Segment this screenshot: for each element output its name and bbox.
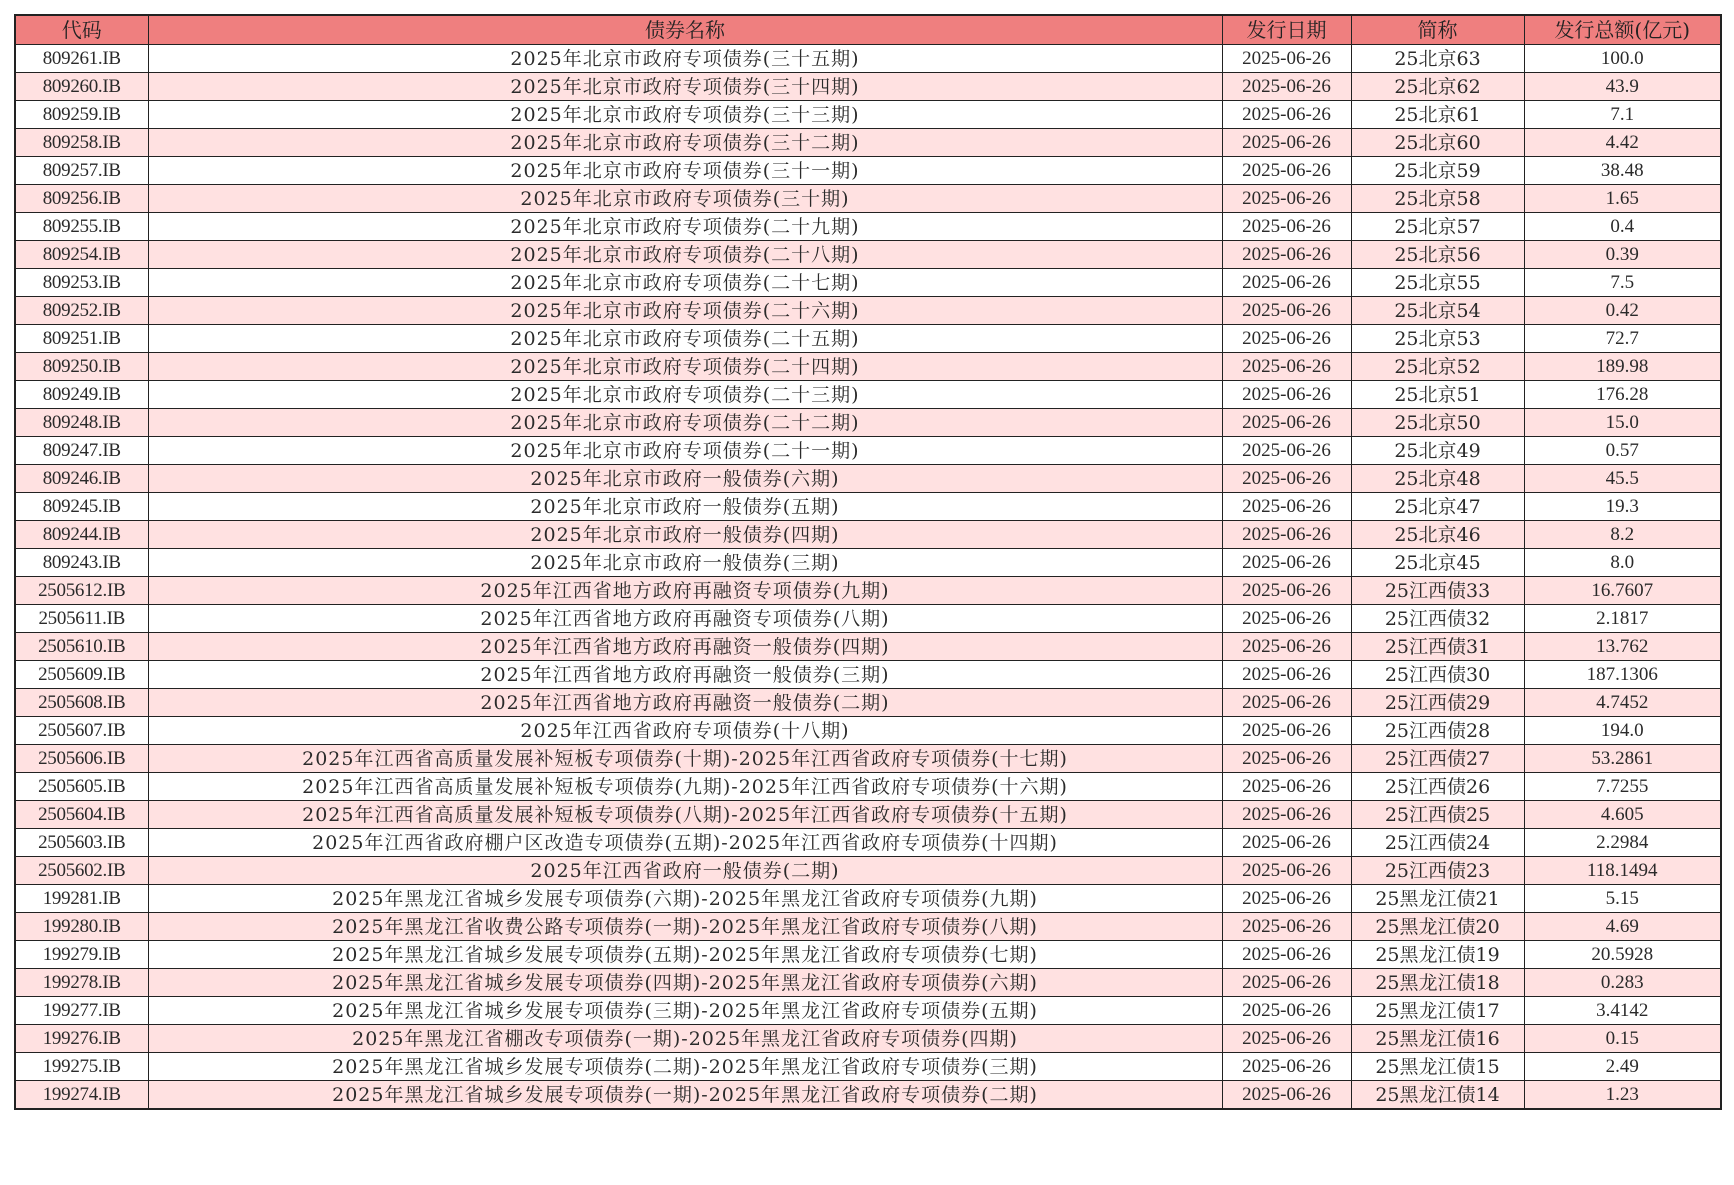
amount-cell: 189.98	[1524, 353, 1721, 381]
issue-date-cell: 2025-06-26	[1222, 773, 1351, 801]
issue-date-cell: 2025-06-26	[1222, 689, 1351, 717]
short-name-cell: 25北京55	[1351, 269, 1524, 297]
bond-code-cell: 809248.IB	[15, 409, 148, 437]
table-row	[15, 73, 1721, 101]
bond-code-cell: 199275.IB	[15, 1053, 148, 1081]
bond-code-cell: 809247.IB	[15, 437, 148, 465]
amount-cell: 15.0	[1524, 409, 1721, 437]
bond-code-cell: 2505606.IB	[15, 745, 148, 773]
issue-date-cell: 2025-06-26	[1222, 549, 1351, 577]
bond-code-cell: 2505608.IB	[15, 689, 148, 717]
bond-code-cell: 199276.IB	[15, 1025, 148, 1053]
bond-name-cell: 2025年江西省高质量发展补短板专项债券(九期)-2025年江西省政府专项债券(十六期)	[148, 773, 1222, 801]
header-name: 债券名称	[148, 15, 1222, 45]
bond-name-cell: 2025年北京市政府专项债券(二十九期)	[148, 213, 1222, 241]
bond-name-cell: 2025年北京市政府专项债券(二十一期)	[148, 437, 1222, 465]
bond-code-cell: 2505610.IB	[15, 633, 148, 661]
amount-cell: 5.15	[1524, 885, 1721, 913]
bond-code-cell: 809257.IB	[15, 157, 148, 185]
table-row	[15, 381, 1721, 409]
bond-code-cell: 2505611.IB	[15, 605, 148, 633]
bond-code-cell: 809250.IB	[15, 353, 148, 381]
header-short-name: 简称	[1351, 15, 1524, 45]
issue-date-cell: 2025-06-26	[1222, 941, 1351, 969]
short-name-cell: 25黑龙江债14	[1351, 1081, 1524, 1110]
bond-name-cell: 2025年北京市政府专项债券(三十三期)	[148, 101, 1222, 129]
short-name-cell: 25北京59	[1351, 157, 1524, 185]
table-row	[15, 969, 1721, 997]
amount-cell: 0.4	[1524, 213, 1721, 241]
bond-name-cell: 2025年江西省地方政府再融资一般债券(四期)	[148, 633, 1222, 661]
bond-issuance-table	[14, 14, 1722, 1110]
bond-name-cell: 2025年江西省政府专项债券(十八期)	[148, 717, 1222, 745]
amount-cell: 4.7452	[1524, 689, 1721, 717]
issue-date-cell: 2025-06-26	[1222, 241, 1351, 269]
bond-name-cell: 2025年黑龙江省城乡发展专项债券(六期)-2025年黑龙江省政府专项债券(九期)	[148, 885, 1222, 913]
bond-code-cell: 809259.IB	[15, 101, 148, 129]
issue-date-cell: 2025-06-26	[1222, 297, 1351, 325]
amount-cell: 13.762	[1524, 633, 1721, 661]
short-name-cell: 25江西债23	[1351, 857, 1524, 885]
bond-code-cell: 809261.IB	[15, 45, 148, 73]
bond-code-cell: 809255.IB	[15, 213, 148, 241]
issue-date-cell: 2025-06-26	[1222, 493, 1351, 521]
amount-cell: 1.65	[1524, 185, 1721, 213]
table-row	[15, 661, 1721, 689]
bond-name-cell: 2025年黑龙江省棚改专项债券(一期)-2025年黑龙江省政府专项债券(四期)	[148, 1025, 1222, 1053]
amount-cell: 16.7607	[1524, 577, 1721, 605]
table-row	[15, 689, 1721, 717]
issue-date-cell: 2025-06-26	[1222, 745, 1351, 773]
bond-code-cell: 2505609.IB	[15, 661, 148, 689]
amount-cell: 3.4142	[1524, 997, 1721, 1025]
amount-cell: 2.49	[1524, 1053, 1721, 1081]
amount-cell: 2.1817	[1524, 605, 1721, 633]
bond-code-cell: 199279.IB	[15, 941, 148, 969]
table-row	[15, 1053, 1721, 1081]
bond-name-cell: 2025年北京市政府专项债券(二十四期)	[148, 353, 1222, 381]
header-code: 代码	[15, 15, 148, 45]
table-row	[15, 241, 1721, 269]
issue-date-cell: 2025-06-26	[1222, 437, 1351, 465]
issue-date-cell: 2025-06-26	[1222, 605, 1351, 633]
bond-code-cell: 809258.IB	[15, 129, 148, 157]
short-name-cell: 25江西债33	[1351, 577, 1524, 605]
amount-cell: 0.283	[1524, 969, 1721, 997]
bond-name-cell: 2025年北京市政府专项债券(二十八期)	[148, 241, 1222, 269]
bond-code-cell: 809243.IB	[15, 549, 148, 577]
bond-code-cell: 809251.IB	[15, 325, 148, 353]
bond-code-cell: 809260.IB	[15, 73, 148, 101]
short-name-cell: 25北京62	[1351, 73, 1524, 101]
issue-date-cell: 2025-06-26	[1222, 997, 1351, 1025]
table-row	[15, 801, 1721, 829]
amount-cell: 100.0	[1524, 45, 1721, 73]
table-row	[15, 941, 1721, 969]
table-row	[15, 605, 1721, 633]
amount-cell: 0.15	[1524, 1025, 1721, 1053]
short-name-cell: 25江西债25	[1351, 801, 1524, 829]
table-row	[15, 465, 1721, 493]
bond-code-cell: 199277.IB	[15, 997, 148, 1025]
table-row	[15, 1081, 1721, 1110]
short-name-cell: 25江西债28	[1351, 717, 1524, 745]
table-row	[15, 45, 1721, 73]
bond-name-cell: 2025年黑龙江省收费公路专项债券(一期)-2025年黑龙江省政府专项债券(八期)	[148, 913, 1222, 941]
short-name-cell: 25北京54	[1351, 297, 1524, 325]
amount-cell: 0.57	[1524, 437, 1721, 465]
table-row	[15, 213, 1721, 241]
amount-cell: 187.1306	[1524, 661, 1721, 689]
amount-cell: 45.5	[1524, 465, 1721, 493]
table-row	[15, 297, 1721, 325]
bond-name-cell: 2025年北京市政府专项债券(二十六期)	[148, 297, 1222, 325]
issue-date-cell: 2025-06-26	[1222, 101, 1351, 129]
bond-name-cell: 2025年江西省地方政府再融资一般债券(二期)	[148, 689, 1222, 717]
short-name-cell: 25北京46	[1351, 521, 1524, 549]
short-name-cell: 25江西债30	[1351, 661, 1524, 689]
bond-name-cell: 2025年北京市政府专项债券(二十七期)	[148, 269, 1222, 297]
header-amount: 发行总额(亿元)	[1524, 15, 1721, 45]
bond-code-cell: 809253.IB	[15, 269, 148, 297]
amount-cell: 7.5	[1524, 269, 1721, 297]
bond-code-cell: 2505605.IB	[15, 773, 148, 801]
amount-cell: 19.3	[1524, 493, 1721, 521]
issue-date-cell: 2025-06-26	[1222, 45, 1351, 73]
issue-date-cell: 2025-06-26	[1222, 1081, 1351, 1110]
bond-name-cell: 2025年江西省地方政府再融资专项债券(九期)	[148, 577, 1222, 605]
short-name-cell: 25北京48	[1351, 465, 1524, 493]
short-name-cell: 25北京49	[1351, 437, 1524, 465]
issue-date-cell: 2025-06-26	[1222, 577, 1351, 605]
table-row	[15, 633, 1721, 661]
bond-code-cell: 2505602.IB	[15, 857, 148, 885]
short-name-cell: 25黑龙江债17	[1351, 997, 1524, 1025]
table-row	[15, 185, 1721, 213]
amount-cell: 43.9	[1524, 73, 1721, 101]
bond-name-cell: 2025年北京市政府专项债券(三十五期)	[148, 45, 1222, 73]
amount-cell: 8.0	[1524, 549, 1721, 577]
short-name-cell: 25北京61	[1351, 101, 1524, 129]
short-name-cell: 25北京47	[1351, 493, 1524, 521]
table-row	[15, 885, 1721, 913]
table-row	[15, 577, 1721, 605]
issue-date-cell: 2025-06-26	[1222, 857, 1351, 885]
bond-name-cell: 2025年江西省政府一般债券(二期)	[148, 857, 1222, 885]
bond-code-cell: 809244.IB	[15, 521, 148, 549]
issue-date-cell: 2025-06-26	[1222, 969, 1351, 997]
table-row	[15, 857, 1721, 885]
bond-name-cell: 2025年北京市政府专项债券(三十四期)	[148, 73, 1222, 101]
amount-cell: 0.42	[1524, 297, 1721, 325]
amount-cell: 8.2	[1524, 521, 1721, 549]
issue-date-cell: 2025-06-26	[1222, 381, 1351, 409]
issue-date-cell: 2025-06-26	[1222, 73, 1351, 101]
amount-cell: 53.2861	[1524, 745, 1721, 773]
bond-code-cell: 199280.IB	[15, 913, 148, 941]
table-row	[15, 157, 1721, 185]
short-name-cell: 25北京51	[1351, 381, 1524, 409]
table-body	[15, 45, 1721, 1110]
short-name-cell: 25北京45	[1351, 549, 1524, 577]
amount-cell: 194.0	[1524, 717, 1721, 745]
table-row	[15, 913, 1721, 941]
short-name-cell: 25黑龙江债21	[1351, 885, 1524, 913]
short-name-cell: 25黑龙江债15	[1351, 1053, 1524, 1081]
bond-code-cell: 2505607.IB	[15, 717, 148, 745]
issue-date-cell: 2025-06-26	[1222, 157, 1351, 185]
short-name-cell: 25北京52	[1351, 353, 1524, 381]
short-name-cell: 25黑龙江债20	[1351, 913, 1524, 941]
short-name-cell: 25北京56	[1351, 241, 1524, 269]
short-name-cell: 25江西债24	[1351, 829, 1524, 857]
short-name-cell: 25北京63	[1351, 45, 1524, 73]
amount-cell: 7.7255	[1524, 773, 1721, 801]
table-row	[15, 325, 1721, 353]
table-row	[15, 353, 1721, 381]
amount-cell: 2.2984	[1524, 829, 1721, 857]
issue-date-cell: 2025-06-26	[1222, 213, 1351, 241]
table-header-row	[15, 15, 1721, 45]
bond-name-cell: 2025年黑龙江省城乡发展专项债券(三期)-2025年黑龙江省政府专项债券(五期)	[148, 997, 1222, 1025]
amount-cell: 0.39	[1524, 241, 1721, 269]
short-name-cell: 25江西债32	[1351, 605, 1524, 633]
bond-code-cell: 809245.IB	[15, 493, 148, 521]
short-name-cell: 25江西债26	[1351, 773, 1524, 801]
table-row	[15, 717, 1721, 745]
table-row	[15, 1025, 1721, 1053]
issue-date-cell: 2025-06-26	[1222, 185, 1351, 213]
bond-name-cell: 2025年北京市政府一般债券(三期)	[148, 549, 1222, 577]
short-name-cell: 25北京60	[1351, 129, 1524, 157]
bond-code-cell: 2505604.IB	[15, 801, 148, 829]
bond-name-cell: 2025年江西省政府棚户区改造专项债券(五期)-2025年江西省政府专项债券(十四期)	[148, 829, 1222, 857]
amount-cell: 4.605	[1524, 801, 1721, 829]
table-row	[15, 269, 1721, 297]
bond-name-cell: 2025年黑龙江省城乡发展专项债券(一期)-2025年黑龙江省政府专项债券(二期)	[148, 1081, 1222, 1110]
amount-cell: 176.28	[1524, 381, 1721, 409]
bond-name-cell: 2025年北京市政府专项债券(二十五期)	[148, 325, 1222, 353]
header-date: 发行日期	[1222, 15, 1351, 45]
issue-date-cell: 2025-06-26	[1222, 1053, 1351, 1081]
short-name-cell: 25江西债29	[1351, 689, 1524, 717]
amount-cell: 4.42	[1524, 129, 1721, 157]
bond-name-cell: 2025年北京市政府一般债券(四期)	[148, 521, 1222, 549]
bond-code-cell: 199274.IB	[15, 1081, 148, 1110]
bond-code-cell: 2505603.IB	[15, 829, 148, 857]
bond-name-cell: 2025年北京市政府专项债券(二十二期)	[148, 409, 1222, 437]
issue-date-cell: 2025-06-26	[1222, 661, 1351, 689]
issue-date-cell: 2025-06-26	[1222, 465, 1351, 493]
short-name-cell: 25北京50	[1351, 409, 1524, 437]
amount-cell: 7.1	[1524, 101, 1721, 129]
table-row	[15, 997, 1721, 1025]
bond-name-cell: 2025年黑龙江省城乡发展专项债券(五期)-2025年黑龙江省政府专项债券(七期)	[148, 941, 1222, 969]
issue-date-cell: 2025-06-26	[1222, 913, 1351, 941]
bond-name-cell: 2025年北京市政府专项债券(二十三期)	[148, 381, 1222, 409]
issue-date-cell: 2025-06-26	[1222, 801, 1351, 829]
short-name-cell: 25北京57	[1351, 213, 1524, 241]
table-row	[15, 829, 1721, 857]
bond-name-cell: 2025年江西省高质量发展补短板专项债券(八期)-2025年江西省政府专项债券(十五期)	[148, 801, 1222, 829]
issue-date-cell: 2025-06-26	[1222, 521, 1351, 549]
bond-code-cell: 809256.IB	[15, 185, 148, 213]
short-name-cell: 25黑龙江债19	[1351, 941, 1524, 969]
issue-date-cell: 2025-06-26	[1222, 885, 1351, 913]
issue-date-cell: 2025-06-26	[1222, 633, 1351, 661]
short-name-cell: 25黑龙江债16	[1351, 1025, 1524, 1053]
short-name-cell: 25江西债31	[1351, 633, 1524, 661]
bond-name-cell: 2025年北京市政府专项债券(三十一期)	[148, 157, 1222, 185]
short-name-cell: 25黑龙江债18	[1351, 969, 1524, 997]
bond-code-cell: 809249.IB	[15, 381, 148, 409]
amount-cell: 1.23	[1524, 1081, 1721, 1110]
table-row	[15, 129, 1721, 157]
amount-cell: 118.1494	[1524, 857, 1721, 885]
short-name-cell: 25北京58	[1351, 185, 1524, 213]
short-name-cell: 25北京53	[1351, 325, 1524, 353]
issue-date-cell: 2025-06-26	[1222, 1025, 1351, 1053]
issue-date-cell: 2025-06-26	[1222, 829, 1351, 857]
issue-date-cell: 2025-06-26	[1222, 353, 1351, 381]
amount-cell: 38.48	[1524, 157, 1721, 185]
bond-name-cell: 2025年北京市政府专项债券(三十二期)	[148, 129, 1222, 157]
issue-date-cell: 2025-06-26	[1222, 717, 1351, 745]
bond-name-cell: 2025年黑龙江省城乡发展专项债券(二期)-2025年黑龙江省政府专项债券(三期)	[148, 1053, 1222, 1081]
bond-name-cell: 2025年江西省地方政府再融资一般债券(三期)	[148, 661, 1222, 689]
table-row	[15, 409, 1721, 437]
issue-date-cell: 2025-06-26	[1222, 409, 1351, 437]
amount-cell: 4.69	[1524, 913, 1721, 941]
table-row	[15, 437, 1721, 465]
bond-name-cell: 2025年黑龙江省城乡发展专项债券(四期)-2025年黑龙江省政府专项债券(六期)	[148, 969, 1222, 997]
issue-date-cell: 2025-06-26	[1222, 325, 1351, 353]
bond-name-cell: 2025年北京市政府专项债券(三十期)	[148, 185, 1222, 213]
issue-date-cell: 2025-06-26	[1222, 129, 1351, 157]
bond-code-cell: 199278.IB	[15, 969, 148, 997]
bond-code-cell: 199281.IB	[15, 885, 148, 913]
table-row	[15, 521, 1721, 549]
bond-name-cell: 2025年江西省高质量发展补短板专项债券(十期)-2025年江西省政府专项债券(十七期)	[148, 745, 1222, 773]
bond-code-cell: 809254.IB	[15, 241, 148, 269]
table-row	[15, 493, 1721, 521]
bond-name-cell: 2025年北京市政府一般债券(六期)	[148, 465, 1222, 493]
table-row	[15, 773, 1721, 801]
bond-code-cell: 809252.IB	[15, 297, 148, 325]
table-row	[15, 745, 1721, 773]
bond-code-cell: 2505612.IB	[15, 577, 148, 605]
amount-cell: 72.7	[1524, 325, 1721, 353]
bond-code-cell: 809246.IB	[15, 465, 148, 493]
amount-cell: 20.5928	[1524, 941, 1721, 969]
short-name-cell: 25江西债27	[1351, 745, 1524, 773]
bond-name-cell: 2025年北京市政府一般债券(五期)	[148, 493, 1222, 521]
table-row	[15, 101, 1721, 129]
bond-name-cell: 2025年江西省地方政府再融资专项债券(八期)	[148, 605, 1222, 633]
issue-date-cell: 2025-06-26	[1222, 269, 1351, 297]
table-row	[15, 549, 1721, 577]
